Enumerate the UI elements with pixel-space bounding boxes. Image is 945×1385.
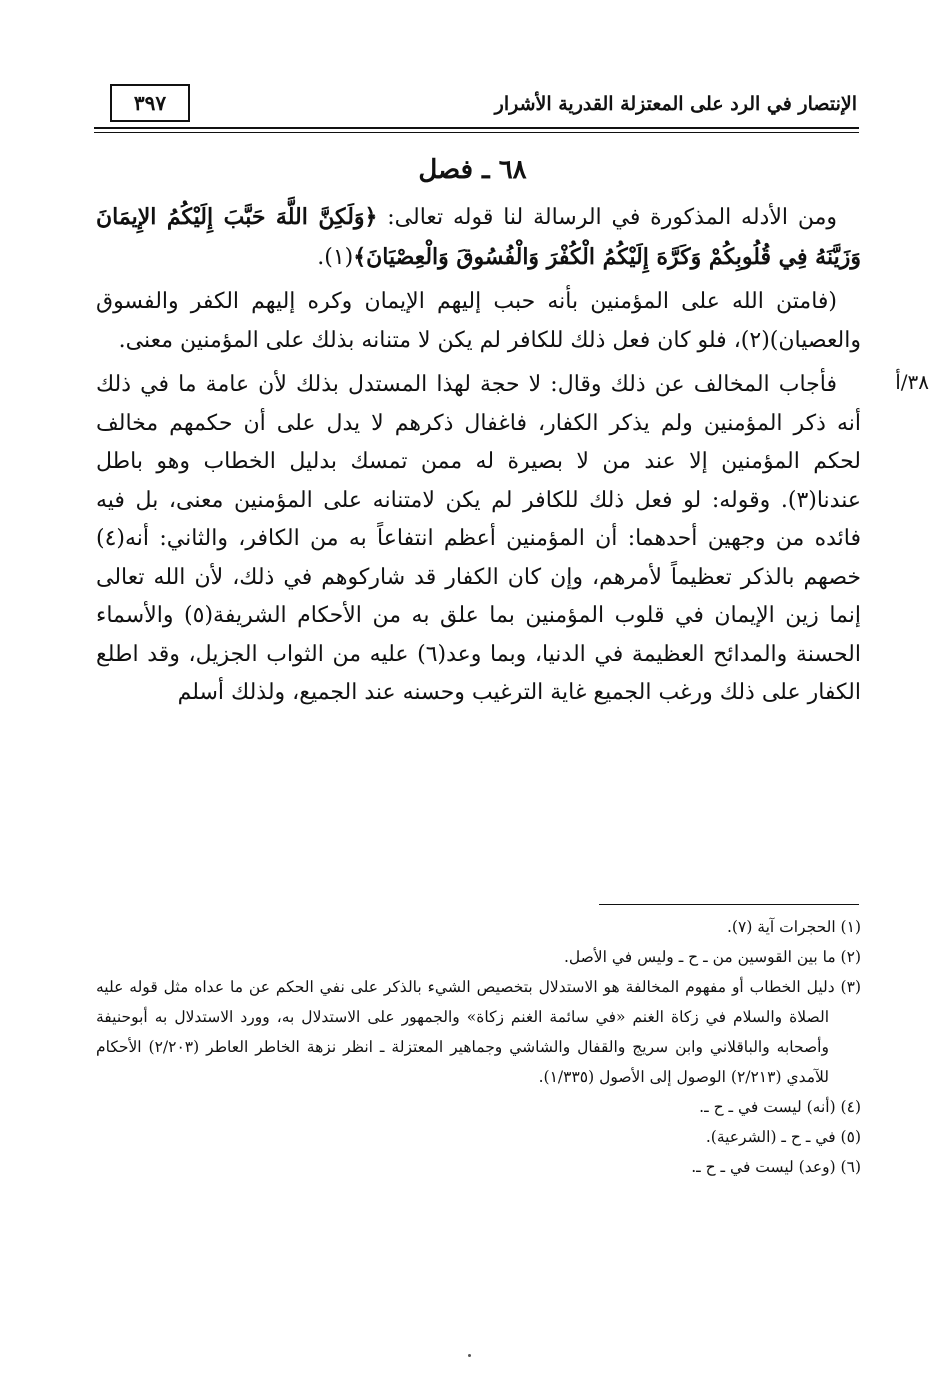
footnotes (96, 912, 861, 1182)
paragraph: فأجاب المخالف عن ذلك وقال: لا حجة لهذا المستدل بذلك لأن عامة ما في ذلك أنه ذكر المؤمنين ولم يذكر الكفار، فاغفال ذكرهم لا يدل على أن حكمهم مخالف لحكم المؤمنين إلا عند من لا بصيرة له ممن تمسك بدليل الخطاب وهو باطل عندنا(٣). وقوله: لو فعل ذلك للكافر لم يكن لامتنانه على المؤمنين معنى، بل فيه فائده من وجهين أحدهما: أن المؤمنين أعظم انتفاعاً به من الكافر، والثاني: أنه(٤) خصهم بالذكر تعظيماً لأمرهم، وإن كان الكفار قد شاركوهم في ذلك، لأن الله تعالى إنما زين الإيمان في قلوب المؤمنين بما علق به من الأحكام الشريفة(٥) والأسماء الحسنة والمدائح العظيمة في الدنيا، وبما وعد(٦) عليه من الثواب الجزيل، وقد اطلع الكفار على ذلك ورغب الجميع غاية الترغيب وحسنه عند الجميع، ولذلك أسلم (96, 372, 861, 705)
paragraph-tail: (١). (317, 244, 354, 270)
paragraph: (فامتن الله على المؤمنين بأنه حبب إليهم الإيمان وكره إليهم الكفر والفسوق والعصيان)(٢)، فلو كان فعل ذلك للكافر لم يكن لا متنانه بذلك على المؤمنين معنى. (96, 289, 861, 353)
header-rule-thin (94, 132, 859, 133)
footnote: (٥) في ـ ح ـ (الشرعية). (705, 1128, 861, 1146)
page-number: ٣٩٧ (110, 84, 190, 122)
footnote-separator (599, 904, 859, 905)
footnote: (٢) ما بين القوسين من ـ ح ـ وليس في الأصل. (563, 948, 861, 966)
section-heading: ٦٨ ـ فصل (418, 155, 527, 185)
footnote: (٣) دليل الخطاب أو مفهوم المخالفة هو الاستدلال بتخصيص الشيء بالذكر على نفي الحكم عن ما عداه مثل قوله عليه الصلاة والسلام في زكاة الغنم «في سائمة الغنم زكاة» والجمهور على الاستدلال به، وورد الاستدلال به أبوحنيفة وأصحابه والباقلاني وابن سريج والقفال والشاشي وجماهير المعتزلة ـ انظر نزهة الخاطر العاطر (٢/٢٠٣) الأحكام للآمدي (٢/٢١٣) الوصول إلى الأصول (١/٣٣٥). (96, 978, 861, 1086)
paragraph-verse (96, 198, 861, 277)
scan-speck (468, 1354, 471, 1357)
footnote: (٦) (وعد) ليست في ـ ح ـ. (691, 1158, 861, 1176)
header-rule (94, 127, 859, 129)
paragraph-lead: ومن الأدله المذكورة في الرسالة لنا قوله تعالى: (377, 205, 837, 230)
manuscript-folio-note: ٣٨/أ (895, 370, 929, 394)
main-text (96, 198, 861, 719)
footnote: (١) الحجرات آية (٧). (727, 918, 861, 936)
quran-verse: ﴿وَلَكِنَّ اللَّهَ حَبَّبَ إِلَيْكُمُ الإِيمَانَ وَزَيَّنَهُ فِي قُلُوبِكُمْ وَكَرَّهَ إِلَيْكُمُ الْكُفْرَ وَالْفُسُوقَ وَالْعِصْيَانَ﴾ (96, 204, 861, 270)
footnote: (٤) (أنه) ليست في ـ ح ـ. (699, 1098, 861, 1116)
running-header-title: الإنتصار في الرد على المعتزلة القدرية الأشرار (494, 93, 857, 115)
